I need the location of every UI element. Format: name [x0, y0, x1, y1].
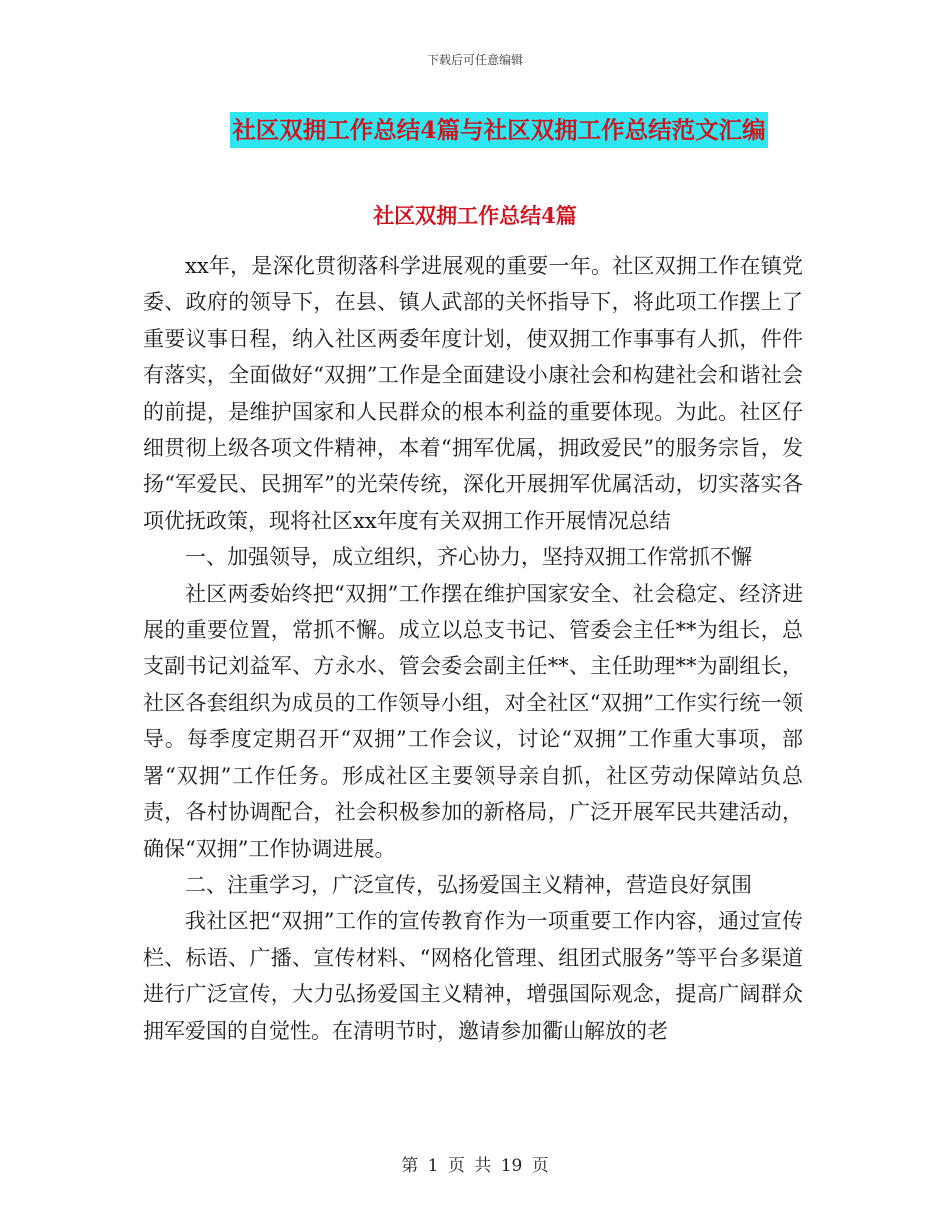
header-note: 下载后可任意编辑	[426, 53, 523, 67]
page-footer: 第 1 页 共 19 页	[401, 1156, 549, 1176]
paragraph-section-1: 社区两委始终把“双拥”工作摆在维护国家安全、社会稳定、经济进展的重要位置，常抓不懈。成立以总支书记、管委会主任**为组长，总支副书记刘益军、方永水、管会委会副主任**、主任助理**为副组长，社区各套组织为成员的工作领导小组，对全社区“双拥”工作实行统一领导。每季度定期召开“双拥”工作会议，讨论“双拥”工作重大事项，部署“双拥”工作任务。形成社区主要领导亲自抓，社区劳动保障站负总责，各村协调配合，社会积极参加的新格局，广泛开展军民共建活动，确保“双拥”工作协调进展。	[143, 581, 803, 861]
section-heading-1: 一、加强领导，成立组织，齐心协力，坚持双拥工作常抓不懈	[185, 545, 752, 570]
body-text	[143, 248, 803, 1049]
paragraph-section-2: 我社区把“双拥”工作的宣传教育作为一项重要工作内容，通过宣传栏、标语、广播、宣传材料、“网格化管理、组团式服务”等平台多渠道进行广泛宣传，大力弘扬爱国主义精神，增强国际观念，提高广阔群众拥军爱国的自觉性。在清明节时，邀请参加衢山解放的老	[143, 909, 803, 1043]
paragraph-intro: xx年，是深化贯彻落科学进展观的重要一年。社区双拥工作在镇党委、政府的领导下，在县、镇人武部的关怀指导下，将此项工作摆上了重要议事日程，纳入社区两委年度计划，使双拥工作事事有人抓，件件有落实，全面做好“双拥”工作是全面建设小康社会和构建社会和谐社会的前提，是维护国家和人民群众的根本利益的重要体现。为此。社区仔细贯彻上级各项文件精神，本着“拥军优属，拥政爱民”的服务宗旨，发扬“军爱民、民拥军”的光荣传统，深化开展拥军优属活动，切实落实各项优抚政策，现将社区xx年度有关双拥工作开展情况总结	[143, 254, 803, 533]
section-heading-2: 二、注重学习，广泛宣传，弘扬爱国主义精神，营造良好氛围	[185, 872, 752, 897]
main-title-wrap	[0, 112, 950, 148]
main-title: 社区双拥工作总结4篇与社区双拥工作总结范文汇编	[230, 112, 767, 148]
sub-title: 社区双拥工作总结4篇	[373, 203, 577, 228]
